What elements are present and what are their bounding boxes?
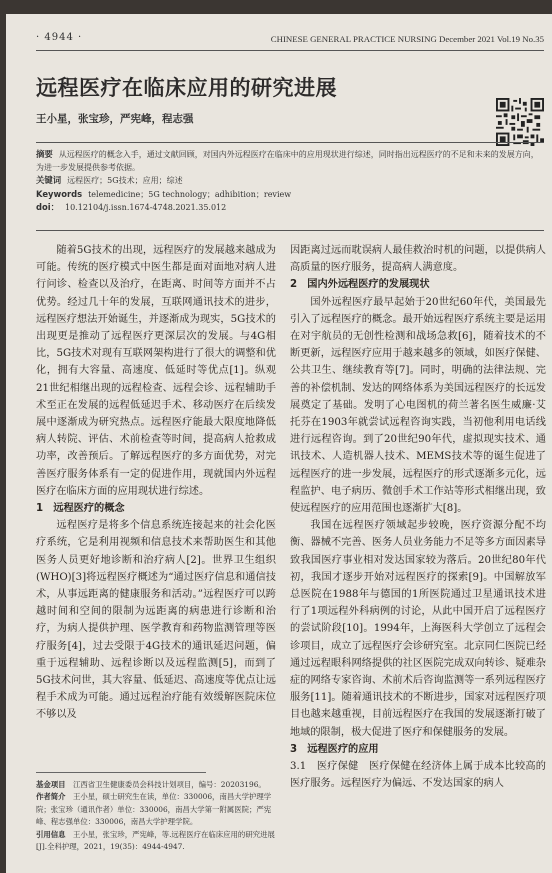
page-number: · 4944 · [36,32,83,43]
author-text: 王小星，硕士研究生在读，单位：330006，南昌大学护理学院；张宝珍（通讯作者）单位：330006，南昌大学第一附属医院；严宪峰、程志强单位：330006，南昌大学护理学院。 [36,792,272,827]
keywords-en-text: telemedicine；5G technology；adhibition；review [88,189,292,199]
header-rule [36,50,544,51]
footnote-rule [36,772,206,773]
section-heading-3: 3 远程医疗的应用 [290,743,379,755]
doi-label: doi： [36,202,59,212]
fund-note [36,779,276,791]
right-column [290,242,546,793]
continued-paragraph: 因距离过远而耽误病人最佳救治时机的问题，以提供病人高质量的医疗服务，提高病人满意度。 [290,245,546,274]
keywords-cn [36,174,544,188]
section-heading-1: 1 远程医疗的概念 [36,503,125,515]
abstract [36,148,544,174]
author-note [36,791,276,828]
cite-label: 引用信息 [36,829,66,839]
cite-note [36,829,276,854]
title-rule [36,142,544,143]
domestic-status-paragraph: 我国在远程医疗领域起步较晚，医疗资源分配不均衡、器械不完善、医务人员业务能力不足等多方面因素导致我国医疗事业相对发达国家较为落后。20世纪80年代初，我国才逐步开始对远程医疗的探索[9]。中国解放军总医院在1988年与德国的1所医院通过卫星通讯技术进行了1项远程外科病例的讨论，从此中国开启了远程医疗的尝试阶段[10]。1994年，上海医科大学创立了远程会诊项目，成立了远程医疗会诊研究室。北京同仁医院已经通过远程眼科网络提供的社区医院完成双向转诊、疑难杂症的网络专家咨询、术前术后咨询监测等一系列远程医疗服务[11]。随着通讯技术的不断进步，国家对远程医疗项目也越来越重视，目前远程医疗在我国的发展逐渐打破了地域的限制，极大促进了医疗和保健服务的发展。 [290,520,546,738]
author-label: 作者简介 [36,792,66,802]
fund-label: 基金项目 [36,780,66,789]
article-authors: 王小星，张宝珍，严宪峰，程志强 [36,113,194,125]
left-column [36,242,276,724]
journal-name: CHINESE GENERAL PRACTICE NURSING December 2021 Vol.19 No.35 [270,34,544,44]
keywords-en [36,188,544,202]
journal-page [6,14,552,873]
article-title: 远程医疗在临床应用的研究进展 [36,76,337,100]
footnotes [36,779,276,853]
doi [36,201,544,215]
fund-text: 江西省卫生健康委员会科技计划项目，编号：20203196。 [72,780,266,789]
qr-code-icon [496,96,544,148]
abstract-block [36,148,544,215]
abstract-text: 从远程医疗的概念入手，通过文献回顾，对国内外远程医疗在临床中的应用现状进行综述，同时指出远程医疗的不足和未来的发展方向，为进一步发展提供参考依据。 [36,150,539,172]
abstract-label: 摘要 [36,149,53,159]
keywords-en-label: Keywords [36,188,83,199]
concept-paragraph: 远程医疗是将多个信息系统连接起来的社会化医疗系统，它是利用视频和信息技术来帮助医生和其他医务人员更好地诊断和治疗病人[2]。世界卫生组织(WHO)[3]将远程医疗概述为“通过医疗信息和通信技术，从事远距离的健康服务和活动。”远程医疗可以跨越时间和空间的限制为远距离的病患进行诊断和治疗，为病人提供护理、医学教育和药物监测管理等医疗服务[4]，过去受限于4G技术的通讯延迟问题，偏重于远程辅助、远程诊断以及远程监测[5]，而到了5G技术问世，其大容量、低延迟、高速度等优点让远程手术成为可能。通过远程治疗能有效缓解医院床位不够以及 [36,520,276,721]
foreign-status-paragraph: 国外远程医疗最早起始于20世纪60年代，美国最先引入了远程医疗的概念。最开始远程医疗系统主要是运用在对宇航员的无创性检测和战场急救[6]，随着技术的不断更新，远程医疗应用于越来越多的领域，如医疗保健、公共卫生、继续教育等[7]。同时，明确的法律法规、完善的补偿机制、发达的网络体系为美国远程医疗的长远发展奠定了基础。发明了心电图机的荷兰著名医生威廉·艾托芬在1903年就尝试远程咨询实践，当初他利用电话线进行远程咨询。到了20世纪90年代，虚拟现实技术、通讯技术、人造机器人技术、MEMS技术等的诞生促进了远程医疗的进一步发展，远程医疗的形式逐渐多元化，远程监护、电子病历、微创手术工作站等形式相继出现，致使远程医疗的应用范围也逐渐扩大[8]。 [290,296,546,515]
intro-paragraph: 随着5G技术的出现，远程医疗的发展越来越成为可能。传统的医疗模式中医生都是面对面地对病人进行问诊、检查以及治疗，在距离、时间等方面并不占优势。经过几十年的发展，互联网通讯技术的进步，远程医疗想法开始诞生，并逐渐成为现实，5G技术的出现更是推动了远程医疗更深层次的发展。与4G相比，5G技术对现有互联网架构进行了很大的调整和优化，拥有大容量、高速度、低延时等优点[1]。纵观21世纪相继出现的远程检查、远程会诊、远程辅助手术至正在发展的远程低延迟手术、移动医疗在后续发展中逐渐成为研究热点。远程医疗能最大限度地降低病人转院、评估、术前检查等时间，提高病人抢救成功率，改善预后。了解远程医疗的多方面优势，对完善医疗服务体系有一定的促进作用，现就国内外远程医疗在临床方面的应用现状进行综述。 [36,245,276,497]
keywords-cn-label: 关键词 [36,175,62,185]
abstract-rule [36,230,544,231]
cite-text: 王小星，张宝珍，严宪峰，等.远程医疗在临床应用的研究进展[J].全科护理，2021，19(35)：4944-4947. [36,829,275,852]
doi-text: 10.12104/j.issn.1674-4748.2021.35.012 [65,203,227,212]
healthcare-paragraph: 3.1 医疗保健 医疗保健在经济体上属于成本比较高的医疗服务。远程医疗为偏远、不发达国家的病人 [290,761,546,790]
section-heading-2: 2 国内外远程医疗的发展现状 [290,279,430,291]
keywords-cn-text: 远程医疗；5G技术；应用；综述 [67,176,183,185]
